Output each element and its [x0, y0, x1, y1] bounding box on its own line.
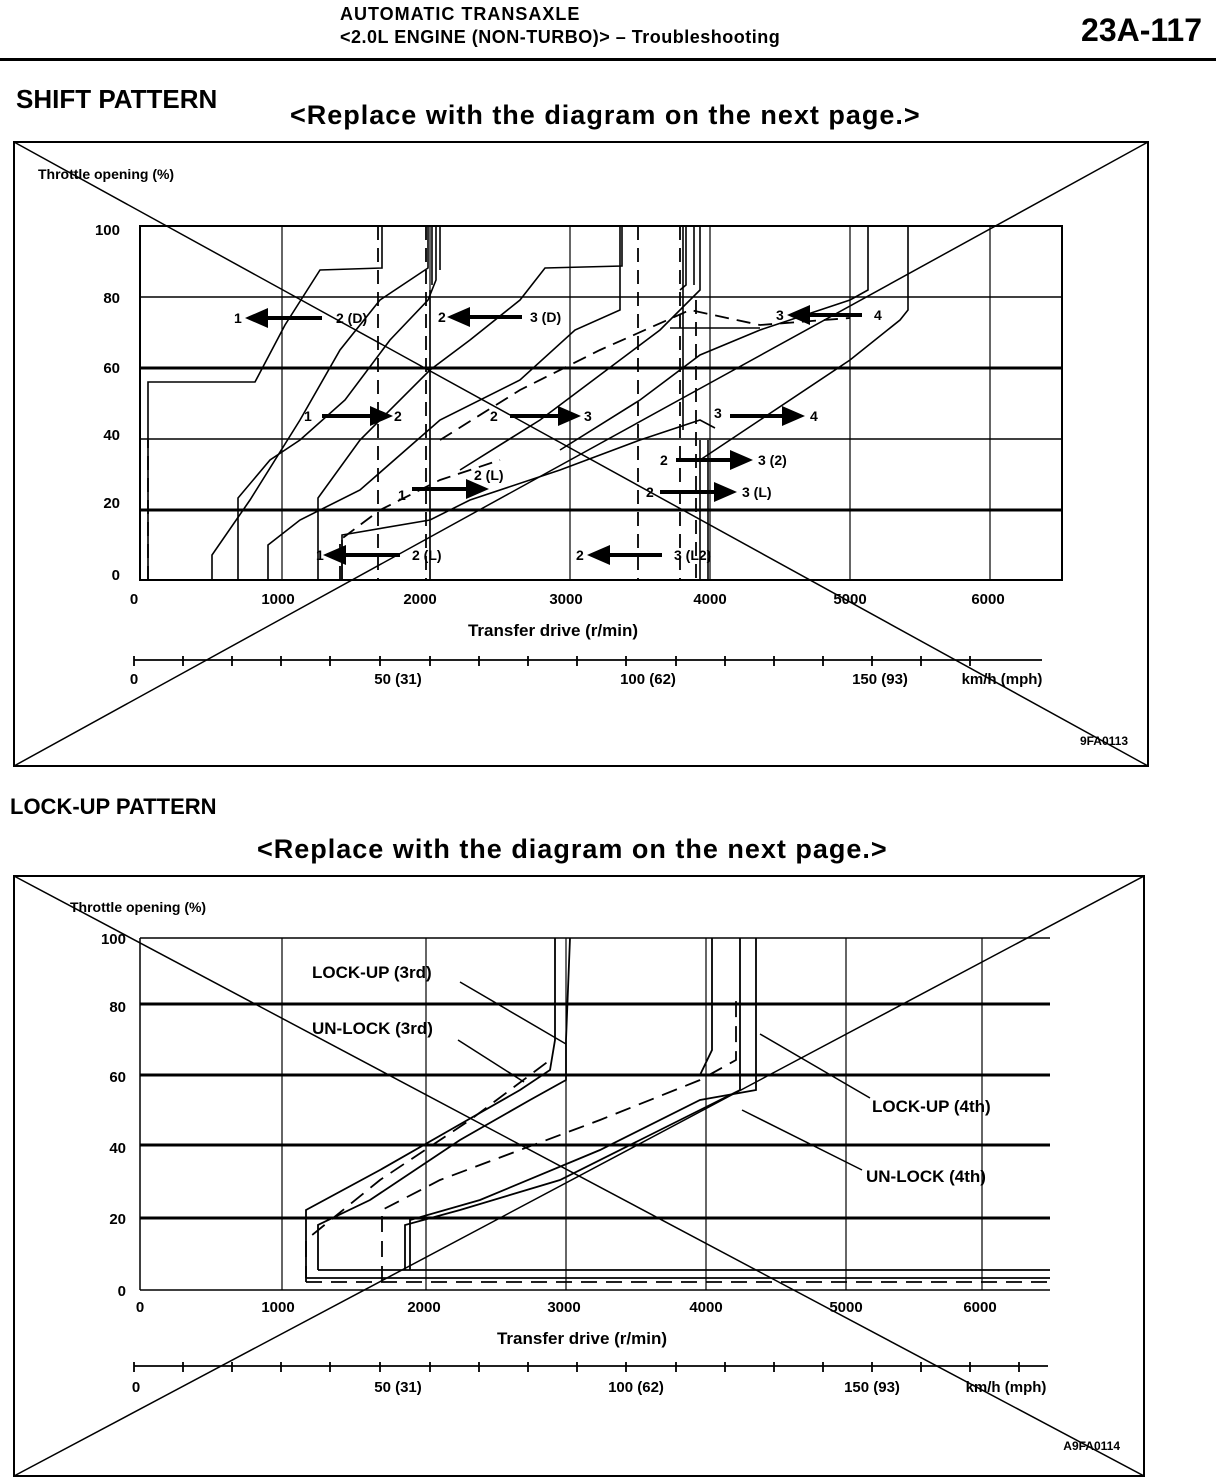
shift-label-to: 3 (L2) — [674, 547, 712, 563]
x-tick: 1000 — [261, 591, 295, 608]
speed-tick: 0 — [131, 1379, 141, 1396]
speed-tick: 50 (31) — [374, 671, 422, 688]
speed-tick: 50 (31) — [374, 1379, 422, 1396]
shift-label-from: 3 — [776, 307, 784, 323]
callout-lockup-4th: LOCK-UP (4th) — [872, 1097, 991, 1116]
x-tick: 3000 — [547, 1299, 581, 1316]
x-tick: 0 — [135, 1299, 145, 1316]
shift-x-axis-label: Transfer drive (r/min) — [467, 621, 639, 640]
lockup-y-axis-label: Throttle opening (%) — [70, 899, 207, 915]
x-tick: 3000 — [549, 591, 583, 608]
lockup-pattern-note: <Replace with the diagram on the next page.> — [257, 834, 888, 864]
shift-label-to: 3 (L) — [742, 484, 772, 500]
shift-label-from: 2 — [576, 547, 584, 563]
shift-pattern-title: SHIFT PATTERN — [16, 84, 218, 114]
speed-tick: 100 (62) — [608, 1379, 664, 1396]
shift-label-from: 1 — [304, 408, 312, 424]
lockup-dashed-curves — [306, 1000, 1050, 1282]
shift-label-to: 4 — [810, 408, 818, 424]
x-tick: 1000 — [261, 1299, 295, 1316]
x-tick: 5000 — [829, 1299, 863, 1316]
lockup-speed-ticks — [132, 1379, 1047, 1396]
shift-label-to: 2 (D) — [336, 310, 368, 326]
shift-label-to: 2 — [394, 408, 402, 424]
y-tick: 100 — [100, 931, 126, 948]
lockup-y-ticks — [101, 931, 126, 1300]
y-tick: 60 — [109, 1069, 126, 1086]
shift-label-to: 3 (2) — [758, 452, 787, 468]
x-tick: 6000 — [971, 591, 1005, 608]
y-tick: 0 — [117, 1283, 126, 1300]
shift-label-to: 3 — [584, 408, 592, 424]
x-tick: 5000 — [833, 591, 867, 608]
callout-unlock-4th: UN-LOCK (4th) — [866, 1167, 986, 1186]
speed-unit: km/h (mph) — [965, 1379, 1047, 1396]
callout-lockup-3rd: LOCK-UP (3rd) — [312, 963, 432, 982]
y-tick: 40 — [103, 427, 120, 444]
speed-tick: 0 — [129, 671, 139, 688]
callout-unlock-3rd: UN-LOCK (3rd) — [312, 1019, 433, 1038]
y-tick: 20 — [109, 1211, 126, 1228]
lockup-x-ticks — [136, 1299, 997, 1316]
shift-label-from: 2 — [660, 452, 668, 468]
y-tick: 80 — [109, 999, 126, 1016]
shift-pattern-note: <Replace with the diagram on the next page.> — [290, 100, 921, 130]
shift-label-from: 2 — [490, 408, 498, 424]
x-tick: 2000 — [407, 1299, 441, 1316]
shift-label-to: 3 (D) — [530, 309, 562, 325]
shift-label-to: 2 (L) — [474, 467, 504, 483]
y-tick: 40 — [109, 1140, 126, 1157]
x-tick: 4000 — [693, 591, 727, 608]
lockup-speed-scale — [134, 1362, 1048, 1372]
header-title-line2: <2.0L ENGINE (NON-TURBO)> – Troubleshooting — [340, 27, 781, 47]
header-title-line1: AUTOMATIC TRANSAXLE — [340, 4, 581, 24]
lockup-x-axis-label: Transfer drive (r/min) — [496, 1329, 668, 1348]
shift-label-from: 3 — [714, 405, 722, 421]
y-tick: 60 — [103, 360, 120, 377]
shift-label-from: 2 — [646, 484, 654, 500]
shift-label-from: 1 — [234, 310, 242, 326]
x-tick: 4000 — [689, 1299, 723, 1316]
lockup-pattern-title: LOCK-UP PATTERN — [10, 794, 217, 819]
page-number: 23A-117 — [1081, 12, 1202, 48]
speed-tick: 150 (93) — [844, 1379, 900, 1396]
speed-tick: 100 (62) — [620, 671, 676, 688]
shift-label-from: 1 — [398, 487, 406, 503]
shift-label-from: 1 — [316, 547, 324, 563]
shift-figure-id: 9FA0113 — [1079, 734, 1128, 748]
lockup-figure-id: A9FA0114 — [1063, 1439, 1120, 1453]
y-tick: 20 — [103, 495, 120, 512]
shift-label-from: 2 — [438, 309, 446, 325]
speed-unit: km/h (mph) — [961, 671, 1043, 688]
x-tick: 6000 — [963, 1299, 997, 1316]
y-tick: 0 — [111, 567, 120, 584]
y-tick: 80 — [103, 290, 120, 307]
speed-tick: 150 (93) — [852, 671, 908, 688]
y-tick: 100 — [94, 222, 120, 239]
shift-y-axis-label: Throttle opening (%) — [38, 166, 175, 182]
x-tick: 0 — [129, 591, 139, 608]
shift-label-to: 2 (L) — [412, 547, 442, 563]
x-tick: 2000 — [403, 591, 437, 608]
shift-label-to: 4 — [874, 307, 882, 323]
